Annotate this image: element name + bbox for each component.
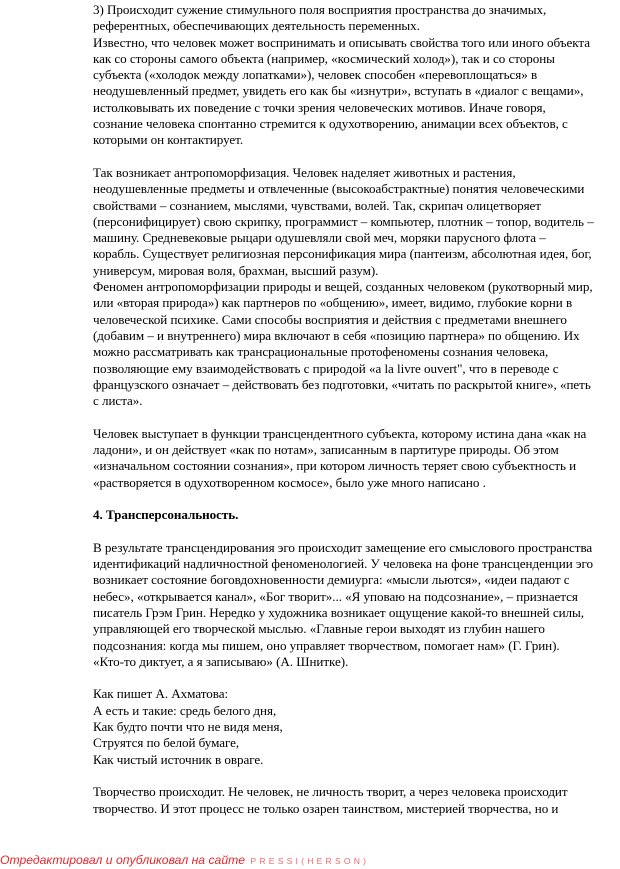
text-line: сознание человека спонтанно стремится к одухотворению, анимации всех объектов, с — [93, 116, 568, 132]
paragraph-spacer — [93, 768, 620, 784]
text-line: Как будто почти что не видя меня, — [93, 719, 283, 735]
text-line: которыми он контактирует. — [93, 132, 244, 148]
text-line: небес», «открывается канал», «Бог творит»... «Я уповаю на подсознание», – признается — [93, 588, 578, 604]
paragraph — [93, 540, 620, 670]
text-line: человеческой психике. Сами способы восприятия и действия с предметами внешнего — [93, 311, 567, 327]
text-line: с листа». — [93, 393, 143, 409]
text-line: творчество. И этот процесс не только озарен таинством, мистерией творчества, но и — [93, 800, 559, 816]
footer-credit — [0, 853, 369, 867]
text-line: управляющей его творческой мыслью. «Главные герои выходят из глубин нашего — [93, 621, 545, 637]
text-line: Человек выступает в функции трансцендентного субъекта, которому истина дана «как на — [93, 425, 587, 441]
text-line: писатель Грэм Грин. Нередко у художника возникает ощущение какой-то внешней силы, — [93, 604, 585, 620]
paragraph-spacer — [93, 491, 620, 507]
paragraph-spacer — [93, 670, 620, 686]
text-line: Так возникает антропоморфизация. Человек наделяет животных и растения, — [93, 164, 516, 180]
paragraph-spacer — [93, 524, 620, 540]
paragraph — [93, 2, 620, 149]
text-line: Феномен антропоморфизации природы и вещей, созданных человеком (рукотворный мир, — [93, 279, 593, 295]
text-line: Струятся по белой бумаге, — [93, 735, 240, 751]
document-page — [93, 2, 620, 817]
text-line: или «вторая природа») как партнеров по «общению», имеет, видимо, глубокие корни в — [93, 295, 573, 311]
text-line: машину. Средневековые рыцари одушевляли свой меч, моряки парусного флота – — [93, 230, 546, 246]
text-line: истолковывать их поведение с точки зрения человеческих мотивов. Иначе говоря, — [93, 99, 546, 115]
text-line: А есть и такие: средь белого дня, — [93, 702, 277, 718]
text-line: возникает состояние боговдохновенности демиурга: «мысли льются», «идеи падают с — [93, 572, 570, 588]
text-line: Как чистый источник в овраге. — [93, 751, 264, 767]
paragraph — [93, 426, 620, 491]
text-line: «растворяется в одухотворенном космосе», было уже много написано . — [93, 474, 486, 490]
text-line: Как пишет А. Ахматова: — [93, 686, 229, 702]
text-line: «изначальном состоянии сознания», при котором личность теряет свою субъектность и — [93, 458, 577, 474]
text-line: «Кто-то диктует, а я записываю» (А. Шнитке). — [93, 653, 349, 669]
text-line: подсознания: когда мы пишем, оно управляет творчеством, помогает нам» (Г. Грин). — [93, 637, 560, 653]
text-line: (добавим – и внутреннего) мира включают в себя «позицию партнера» по общению. Их — [93, 327, 580, 343]
paragraph — [93, 686, 620, 767]
text-line: В результате трансцендирования эго происходит замещение его смыслового пространства — [93, 539, 593, 555]
text-line: можно рассматривать как трансрациональные протофеномены сознания человека, — [93, 344, 549, 360]
text-line: 4. Трансперсональность. — [93, 507, 239, 523]
text-line: корабль. Существует религиозная персонификация мира (пантеизм, абсолютная идея, бог, — [93, 246, 592, 262]
text-line: референтных, обеспечивающих деятельность переменных. — [93, 18, 420, 34]
text-line: неодушевленные предметы и отвлеченные (высокоабстрактные) понятия человеческими — [93, 181, 585, 197]
text-line: 3) Происходит сужение стимульного поля восприятия пространства до значимых, — [93, 2, 547, 17]
text-line: Творчество происходит. Не человек, не личность творит, а через человека происходит — [93, 784, 568, 800]
text-line: (персонифицирует) свою скрипку, программист – компьютер, плотник – топор, водитель – — [93, 213, 594, 229]
paragraph-spacer — [93, 149, 620, 165]
section-heading — [93, 507, 620, 523]
text-line: идентификаций надличностной феноменологией. У человека на фоне трансценденции эго — [93, 556, 593, 572]
paragraph — [93, 165, 620, 409]
footer-credit-text: Отредактировал и опубликовал на сайте — [0, 853, 246, 867]
text-line: ладони», и он действует «как по нотам», записанным в партитуре природы. Об этом — [93, 442, 559, 458]
paragraph-spacer — [93, 409, 620, 425]
text-line: универсум, мировая воля, брахман, высший разум). — [93, 262, 379, 278]
text-line: неодушевленный предмет, увидеть его как бы «изнутри», вступать в «диалог с вещами», — [93, 83, 584, 99]
text-line: свойствами – сознанием, мыслями, чувствами, волей. Так, скрипач олицетворяет — [93, 197, 541, 213]
paragraph — [93, 784, 620, 817]
text-line: позволяющие ему взаимодействовать с природой «a la livre ouvert", что в переводе с — [93, 360, 559, 376]
text-line: как со стороны самого объекта (например, «космический холод»), так и со стороны — [93, 50, 555, 66]
text-line: субъекта («холодок между лопатками»), человек способен «перевоплощаться» в — [93, 67, 538, 83]
footer-site-link[interactable]: PRESSI(HERSON) — [250, 856, 370, 866]
text-line: французского означает – действовать без подготовки, «читать по раскрытой книге», «петь — [93, 376, 591, 392]
text-line: Известно, что человек может воспринимать и описывать свойства того или иного объекта — [93, 34, 591, 50]
